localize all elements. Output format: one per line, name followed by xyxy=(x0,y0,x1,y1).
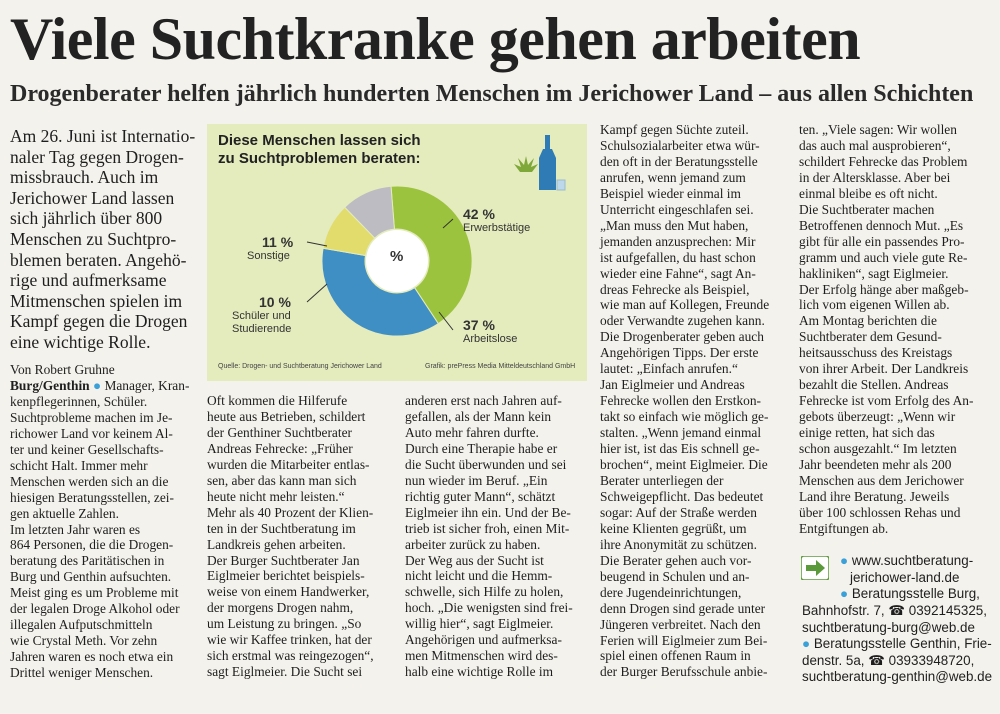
contact-genthin-email[interactable]: suchtberatung-genthin@web.de xyxy=(802,669,993,684)
column-line: denn Drogen sind gerade unter xyxy=(600,600,766,616)
column-line: sogar: Auf der Straße werden xyxy=(600,504,757,520)
column-line: der Genthiner Suchtberater xyxy=(207,424,353,440)
column-line: bezahlt die Stellen. Andreas xyxy=(799,377,949,393)
column-line: gibt für alle ein passendes Pro- xyxy=(799,233,965,249)
column-line: einmal bleibe es oft nicht. xyxy=(799,185,938,201)
slice-label-arbeitslose: Arbeitslose xyxy=(463,333,518,345)
column-line: weise von einem Handwerker, xyxy=(207,584,370,600)
column-line: wie man auf Kollegen, Freunde xyxy=(600,297,770,313)
column-line: wieder eine Fahne“, sagt An- xyxy=(600,265,756,281)
column-line: oder Verwandte zugehen kann. xyxy=(600,313,765,329)
column-line: Menschen aus dem Jerichower xyxy=(799,472,964,488)
article-column-4 xyxy=(600,122,788,680)
column-line: sich erstmal was reingezogen“, xyxy=(207,648,374,664)
column-line: lautet: „Einfach anrufen.“ xyxy=(600,361,738,377)
column-line: einige retten, hat sich das xyxy=(799,425,935,441)
article-column-5 xyxy=(799,122,987,537)
chart-title: Diese Menschen lassen sich zu Suchtproblemen beraten: xyxy=(218,132,421,167)
intro-line: Kampf gegen die Drogen xyxy=(10,311,188,332)
column-line: schon ausgezahlt.“ Im letzten xyxy=(799,441,957,457)
column-line: Burg und Genthin aufsuchten. xyxy=(10,569,172,585)
column-line: men Mitmenschen wird des- xyxy=(405,648,558,664)
contact-block: ● www.suchtberatung- jerichower-land.de ● Beratungsstelle Burg, xyxy=(840,553,980,601)
column-1-first-line: Manager, Kran- xyxy=(104,377,190,393)
infographic xyxy=(207,124,587,381)
column-line: Die Berater gehen auch vor- xyxy=(600,552,752,568)
column-line: gefallen, als der Mann kein xyxy=(405,408,552,424)
intro-line: Menschen zu Suchtpro- xyxy=(10,228,177,249)
slice-label-erwerbstaetige: Erwerbstätige xyxy=(463,222,531,234)
column-line: das auch mal ausprobieren“, xyxy=(799,137,951,153)
column-line: Der Burger Suchtberater Jan xyxy=(207,552,360,568)
column-line: heute aus Betrieben, schildert xyxy=(207,408,366,424)
column-line: Fehrecke ist vom Erfolg des An- xyxy=(799,393,974,409)
column-line: Suchtprobleme machen im Je- xyxy=(10,409,173,425)
column-line: Meist ging es um Probleme mit xyxy=(10,585,179,601)
column-line: in der Altersklasse. Aber bei xyxy=(799,169,951,185)
dateline: Burg/Genthin xyxy=(10,377,90,393)
column-line: heitsausschuss des Kreistags xyxy=(799,345,953,361)
column-line: illegalen Aufputschmitteln xyxy=(10,617,153,633)
slice-label-sonstige: Sonstige xyxy=(247,250,290,262)
intro-line: naler Tag gegen Drogen- xyxy=(10,146,184,167)
column-line: takt so einfach wie möglich ge- xyxy=(600,409,769,425)
column-line: Land ihre Beratung. Jeweils xyxy=(799,488,950,504)
column-line: wie wir Kaffee trinken, hat der xyxy=(207,632,372,648)
column-line: Fehrecke wollen den Erstkon- xyxy=(600,393,762,409)
intro-line: Am 26. Juni ist Internatio- xyxy=(10,126,196,146)
leader-line xyxy=(307,284,327,302)
column-line: beugend in Schulen und an- xyxy=(600,568,750,584)
column-line: Die Drogenberater geben auch xyxy=(600,329,764,345)
column-line: ten in der Suchtberatung im xyxy=(207,520,356,536)
intro-line: blemen beraten. Angehö- xyxy=(10,249,187,270)
column-line: Die Suchtberater machen xyxy=(799,201,935,217)
contact-burg-address: Bahnhofstr. 7, ☎ 0392145325, xyxy=(802,603,987,618)
column-line: hiesigen Beratungsstellen, zei- xyxy=(10,489,174,505)
column-line: Kampf gegen Süchte zuteil. xyxy=(600,122,749,137)
column-line: Eiglmeier ihn ein. Und der Be- xyxy=(405,504,571,520)
column-line: anrufen, wenn jemand zum xyxy=(600,169,746,185)
contact-genthin-address: denstr. 5a, ☎ 03933948720, xyxy=(802,652,975,668)
column-line: beratung des Paritätischen in xyxy=(10,553,165,569)
column-line: Jüngeren verbreitet. Nach den xyxy=(600,616,761,632)
column-line: sagt Eiglmeier. Die Sucht sei xyxy=(207,664,363,680)
column-line: Angehörigen Tipps. Der erste xyxy=(600,345,759,361)
chart-source: Quelle: Drogen- und Suchtberatung Jerichower Land xyxy=(218,363,382,370)
contact-burg-email[interactable]: suchtberatung-burg@web.de xyxy=(802,619,975,635)
column-line: Betroffenen dennoch Mut. „Es xyxy=(799,217,964,233)
column-line: arbeiter zurück zu haben. xyxy=(405,536,541,552)
article-column-3 xyxy=(405,393,588,680)
column-line: ihre Anonymität zu schützen. xyxy=(600,536,757,552)
intro-line: Jerichower Land lassen xyxy=(10,187,175,208)
column-line: Jan Eiglmeier und Andreas xyxy=(600,377,745,393)
column-line: ter und keiner Gesellschafts- xyxy=(10,441,164,457)
column-line: die Sucht überwunden und sei xyxy=(405,456,567,472)
pie-center-label: % xyxy=(390,248,404,265)
article-column-2 xyxy=(207,393,390,680)
contact-website-line-1[interactable]: www.suchtberatung- xyxy=(851,553,974,568)
column-line: Am Montag berichten die xyxy=(799,313,937,329)
column-line: von ihrer Arbeit. Der Landkreis xyxy=(799,361,969,377)
column-line: sen, aber das kann man sich xyxy=(207,472,357,488)
column-line: der morgens Drogen nahm, xyxy=(207,600,354,616)
column-line: 864 Personen, die die Drogen- xyxy=(10,537,174,553)
column-line: schildert Fehrecke das Problem xyxy=(799,153,968,169)
intro-line: Mitmenschen spielen im xyxy=(10,290,183,311)
contact-block-2: Bahnhofstr. 7, ☎ 0392145325, suchtberatung-burg@web.de ● Beratungsstelle Genthin, Frie- denstr. 5a, ☎ 03933948720, suchtberatung-genthin@web.de xyxy=(802,603,993,684)
column-line: ist aufgefallen, du hast schon xyxy=(600,249,756,265)
column-line: Der Weg aus der Sucht ist xyxy=(405,552,544,568)
byline: Von Robert Gruhne xyxy=(10,362,115,377)
column-line: „Man muss den Mut haben, xyxy=(600,217,749,233)
column-line: Landkreis gehen arbeiten. xyxy=(207,536,346,552)
column-line: lich vom eigenen Willen ab. xyxy=(799,297,950,313)
slice-label-pct-arbeitslose: 37 % xyxy=(463,317,495,333)
intro-line: eine wichtige Rolle. xyxy=(10,331,151,352)
column-line: stalten. „Wenn jemand einmal xyxy=(600,425,762,441)
column-line: gebots überzeugt: „Wenn wir xyxy=(799,409,956,425)
slice-label-pct-schueler: 10 % xyxy=(259,294,291,310)
article-column-1 xyxy=(10,362,193,681)
subheadline: Drogenberater helfen jährlich hunderten Menschen im Jerichower Land – aus allen Schichten xyxy=(10,81,974,107)
column-line: Andreas Fehrecke: „Früher xyxy=(207,440,353,456)
column-line: dere Jugendeinrichtungen, xyxy=(600,584,742,600)
column-line: nun wieder im Beruf. „Ein xyxy=(405,472,548,488)
column-line: spiel einen offenen Raum in xyxy=(600,648,751,664)
column-line: über 100 schlossen Rehas und xyxy=(799,504,961,520)
column-line: keine Klienten gegrüßt, um xyxy=(600,520,747,536)
column-line: Drittel weniger Menschen. xyxy=(10,665,154,681)
chart-credit: Grafik: prePress Media Mitteldeutschland GmbH xyxy=(425,363,576,370)
column-line: heute nicht mehr leisten.“ xyxy=(207,488,345,504)
column-line: Ferien will Eiglmeier zum Bei- xyxy=(600,632,768,648)
slice-label-pct-sonstige: 11 % xyxy=(262,234,294,250)
column-line: Schweigepflicht. Das bedeutet xyxy=(600,488,764,504)
column-line: richtig guter Mann“, schätzt xyxy=(405,488,556,504)
column-line: Beispiel wieder einmal im xyxy=(600,185,741,201)
column-line: der legalen Droge Alkohol oder xyxy=(10,601,180,617)
column-line: Menschen werden sich an die xyxy=(10,473,169,489)
intro-line: sich jährlich über 800 xyxy=(10,208,163,229)
column-line: hier ist, ist das Eis schnell ge- xyxy=(600,441,760,457)
column-line: Jahr beendeten mehr als 200 xyxy=(799,457,952,473)
column-line: Im letzten Jahr waren es xyxy=(10,521,141,537)
contact-burg-title: Beratungsstelle Burg, xyxy=(851,586,980,601)
column-line: kenpflegerinnen, Schüler. xyxy=(10,393,148,409)
column-line: Eiglmeier berichtet beispiels- xyxy=(207,568,365,584)
column-line: Suchtberater dem Gesund- xyxy=(799,329,942,345)
column-line: hoch. „Die wenigsten sind frei- xyxy=(405,600,573,616)
column-line: Entgiftungen ab. xyxy=(799,520,889,536)
column-line: hakliniken“, sagt Eiglmeier. xyxy=(799,265,949,281)
arrow-right-icon xyxy=(801,556,829,580)
column-line: gramm und auch viele gute Re- xyxy=(799,249,968,265)
column-line: den oft in der Beratungsstelle xyxy=(600,153,758,169)
column-line: anderen erst nach Jahren auf- xyxy=(405,393,562,408)
slice-label-schueler: Schüler und Studierende xyxy=(232,310,292,335)
column-line: nicht leicht und die Hemm- xyxy=(405,568,553,584)
column-line: Auto mehr fahren durfte. xyxy=(405,424,539,440)
column-line: Unterricht eingeschlafen sei. xyxy=(600,201,754,217)
column-line: richower Land vor keinem Al- xyxy=(10,425,173,441)
column-line: Der Erfolg hänge aber maßgeb- xyxy=(799,281,969,297)
column-line: der Burger Berufsschule anbie- xyxy=(600,664,768,680)
column-line: Jahren waren es noch etwa ein xyxy=(10,649,174,665)
intro-line: rige und aufmerksame xyxy=(10,270,167,291)
column-line: schwelle, sich Hilfe zu holen, xyxy=(405,584,564,600)
column-line: schicht Halt. Immer mehr xyxy=(10,457,148,473)
contact-genthin-title: Beratungsstelle Genthin, Frie- xyxy=(813,636,992,651)
column-line: willig hier“, sagt Eiglmeier. xyxy=(405,616,554,632)
intro-line: missbrauch. Auch im xyxy=(10,167,159,188)
bullet-icon: ● xyxy=(92,377,102,393)
column-line: Durch eine Therapie habe er xyxy=(405,440,558,456)
column-line: Berater unterliegen der xyxy=(600,472,724,488)
column-line: Schulsozialarbeiter etwa wür- xyxy=(600,137,760,153)
column-line: Mehr als 40 Prozent der Klien- xyxy=(207,504,374,520)
column-line: Angehörigen und aufmerksa- xyxy=(405,632,562,648)
column-line: trieb ist sicher froh, einen Mit- xyxy=(405,520,570,536)
column-line: wurden die Mitarbeiter entlas- xyxy=(207,456,370,472)
column-line: um Leistung zu bringen. „So xyxy=(207,616,362,632)
intro-paragraph xyxy=(10,126,196,353)
contact-website-line-2[interactable]: jerichower-land.de xyxy=(850,569,960,585)
column-line: halb eine wichtige Rolle im xyxy=(405,664,554,680)
column-line: ten. „Viele sagen: Wir wollen xyxy=(799,122,957,137)
column-line: wie Crystal Meth. Vor zehn xyxy=(10,633,158,649)
column-line: brochen“, meint Eiglmeier. Die xyxy=(600,457,768,473)
headline: Viele Suchtkranke gehen arbeiten xyxy=(10,6,861,72)
column-line: gen aktuelle Zahlen. xyxy=(10,505,119,521)
column-line: jemanden anzusprechen: Mir xyxy=(600,233,756,249)
slice-label-pct-erwerbstaetige: 42 % xyxy=(463,206,495,222)
column-line: Oft kommen die Hilferufe xyxy=(207,393,348,408)
column-line: dreas Fehrecke als Beispiel, xyxy=(600,281,750,297)
